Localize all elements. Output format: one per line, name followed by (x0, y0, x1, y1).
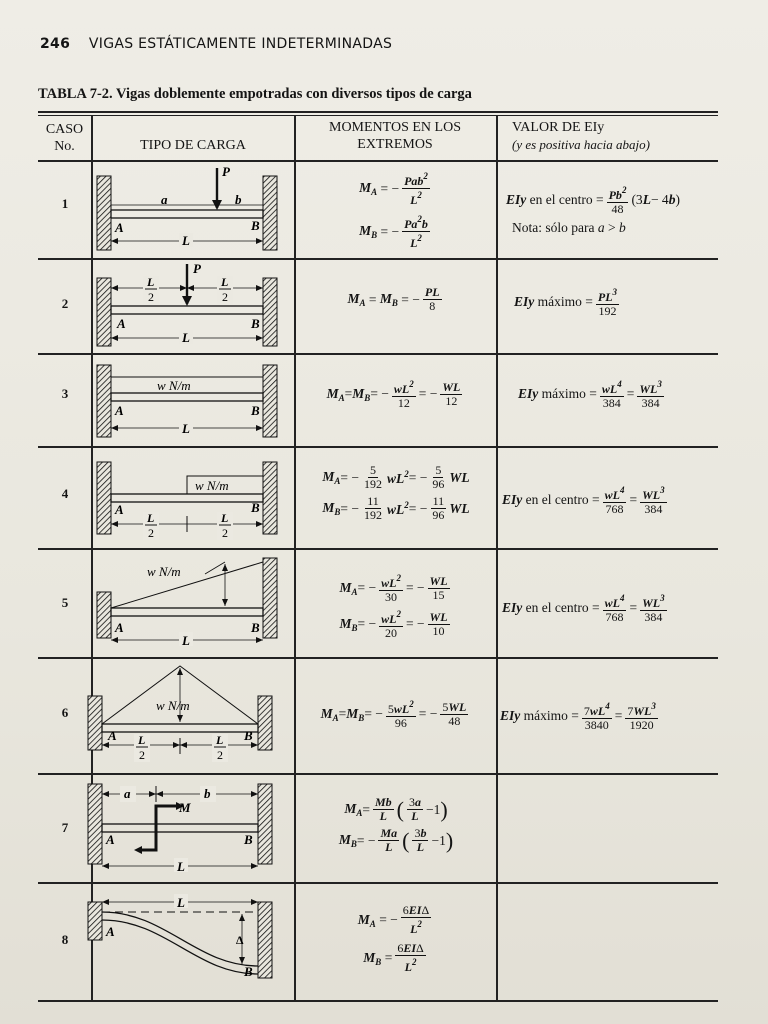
label-A: A (106, 924, 115, 939)
case-number: 3 (61, 386, 69, 401)
page-header (40, 36, 392, 52)
moment-MA: $M_A$ = − Pab$^2$ $L^2$ (359, 171, 428, 207)
table-caption: TABLA 7-2. Vigas doblemente empotradas con diversos tipos de carga (38, 86, 472, 102)
header-rule (38, 160, 718, 162)
case-number: 8 (61, 932, 69, 947)
table-bottom-rule (38, 1000, 718, 1002)
label-w: w N/m (147, 564, 181, 579)
page-number: 246 (40, 36, 71, 52)
label-two: 2 (222, 526, 228, 540)
header-tipo: TIPO DE CARGA (140, 138, 246, 153)
row-rule (38, 548, 718, 550)
label-A: A (106, 832, 115, 847)
diagram-case-5 (95, 552, 290, 654)
row-rule (38, 446, 718, 448)
case-number: 6 (61, 705, 69, 720)
value-case-2: EIy máximo = $PL^3$ 192 (514, 287, 618, 318)
value-case-4: EIy en el centro = $wL^4$ 768 = $WL^3$ 384 (502, 485, 665, 516)
header-momentos-2: EXTREMOS (357, 137, 433, 152)
label-A: A (108, 728, 117, 743)
header-valor-2: (y es positiva hacia abajo) (512, 137, 650, 152)
header-caso-label: CASO (45, 122, 84, 137)
label-L: L (182, 233, 190, 248)
label-L: L (182, 421, 190, 436)
moments-case-2: $M_A$ = $M_B$ = − PL 8 (347, 285, 440, 313)
diagram-case-3 (95, 357, 290, 445)
label-L: L (177, 895, 185, 910)
label-two: 2 (148, 526, 154, 540)
label-L: L (182, 330, 190, 345)
label-two: 2 (148, 290, 154, 304)
table-top-rule (38, 111, 718, 113)
case-number: 7 (61, 820, 69, 835)
row-rule (38, 353, 718, 355)
moment-MB: $M_B$ = − Pa$^2$b $L^2$ (359, 214, 428, 250)
moments-case-8: $M_A$ = − 6EIΔ $L^2$ $M_B$ = 6EIΔ $L^2$ (357, 903, 430, 974)
label-L-half: L (221, 511, 229, 525)
note-case-1: Nota: sólo para a > b (512, 220, 626, 235)
column-divider (496, 116, 498, 1000)
label-a: a (124, 786, 131, 801)
case-number: 2 (61, 296, 69, 311)
label-b: b (204, 786, 211, 801)
label-delta: Δ (236, 933, 244, 947)
label-L-half: L (147, 511, 155, 525)
moments-case-3: $M_A$ = $M_B$ = − $wL^2$ 12 = − WL 12 (326, 379, 461, 410)
label-B: B (244, 728, 253, 743)
label-L: L (177, 859, 185, 874)
row-rule (38, 773, 718, 775)
moments-case-1 (300, 170, 492, 250)
value-case-1: EIy en el centro = Pb$^2$ 48 (3 L − 4 b ) Nota: sólo para a > b (500, 184, 718, 236)
moments-case-4: $M_A$ = − 5 192 $wL^2$ = − 5 96 WL $M_B$ = − 11 192 $wL^2$ = − 11 96 WL (322, 463, 470, 522)
header-valor-1: VALOR DE EIy (512, 120, 605, 135)
case-number: 1 (61, 196, 69, 211)
running-title: VIGAS ESTÁTICAMENTE INDETERMINADAS (88, 36, 393, 52)
diagram-case-4 (95, 452, 290, 546)
moments-case-5: $M_A$ = − $wL^2$ 30 = − WL 15 $M_B$ = − $wL^2$ 20 = − WL 10 (339, 573, 448, 640)
label-P: P (222, 164, 230, 179)
label-b: b (235, 192, 242, 207)
row-rule (38, 258, 718, 260)
label-A: A (115, 220, 124, 235)
row-rule (38, 657, 718, 659)
label-B: B (251, 316, 260, 331)
label-two: 2 (217, 748, 223, 762)
label-L: L (182, 633, 190, 648)
diagram-case-6 (86, 662, 286, 772)
diagram-case-2 (95, 262, 290, 352)
label-A: A (117, 316, 126, 331)
case-number: 4 (61, 486, 69, 501)
header-caso-no: No. (54, 139, 75, 154)
label-A: A (115, 502, 124, 517)
value-case-3: EIy máximo = $wL^4$ 384 = $WL^3$ 384 (518, 379, 662, 410)
label-w: w N/m (156, 698, 190, 713)
header-caso (38, 121, 91, 155)
label-a: a (161, 192, 168, 207)
label-A: A (115, 403, 124, 418)
case-number: 5 (61, 595, 69, 610)
diagram-case-1 (95, 164, 290, 256)
diagram-case-8 (86, 890, 286, 994)
label-B: B (251, 403, 260, 418)
label-B: B (244, 964, 253, 979)
moments-case-7: $M_A$ = Mb L ( 3a L −1 ) $M_B$ = − Ma L ( 3b L −1 ) (338, 795, 454, 854)
label-w: w N/m (195, 478, 229, 493)
header-valor (500, 119, 715, 153)
label-B: B (244, 832, 253, 847)
label-B: B (251, 620, 260, 635)
label-B: B (251, 218, 260, 233)
header-momentos-1: MOMENTOS EN LOS (329, 120, 461, 135)
label-A: A (115, 620, 124, 635)
label-w: w N/m (157, 378, 191, 393)
diagram-case-7 (86, 778, 286, 880)
label-L-half: L (221, 275, 229, 289)
label-M: M (179, 800, 191, 815)
moments-case-6: $M_A$ = $M_B$ = − $5wL^2$ 96 = − 5WL 48 (320, 699, 467, 730)
label-B: B (251, 500, 260, 515)
label-two: 2 (222, 290, 228, 304)
label-L-half: L (147, 275, 155, 289)
label-two: 2 (139, 748, 145, 762)
row-rule (38, 882, 718, 884)
value-case-6: EIy máximo = $7wL^4$ 3840 = $7WL^3$ 1920 (500, 701, 656, 732)
column-divider (294, 116, 296, 1000)
table-top-rule-2 (38, 115, 718, 116)
label-P: P (193, 261, 201, 276)
value-case-5: EIy en el centro = $wL^4$ 768 = $WL^3$ 384 (502, 593, 665, 624)
label-L-half: L (138, 733, 146, 747)
label-L-half: L (216, 733, 224, 747)
header-momentos (295, 119, 495, 153)
